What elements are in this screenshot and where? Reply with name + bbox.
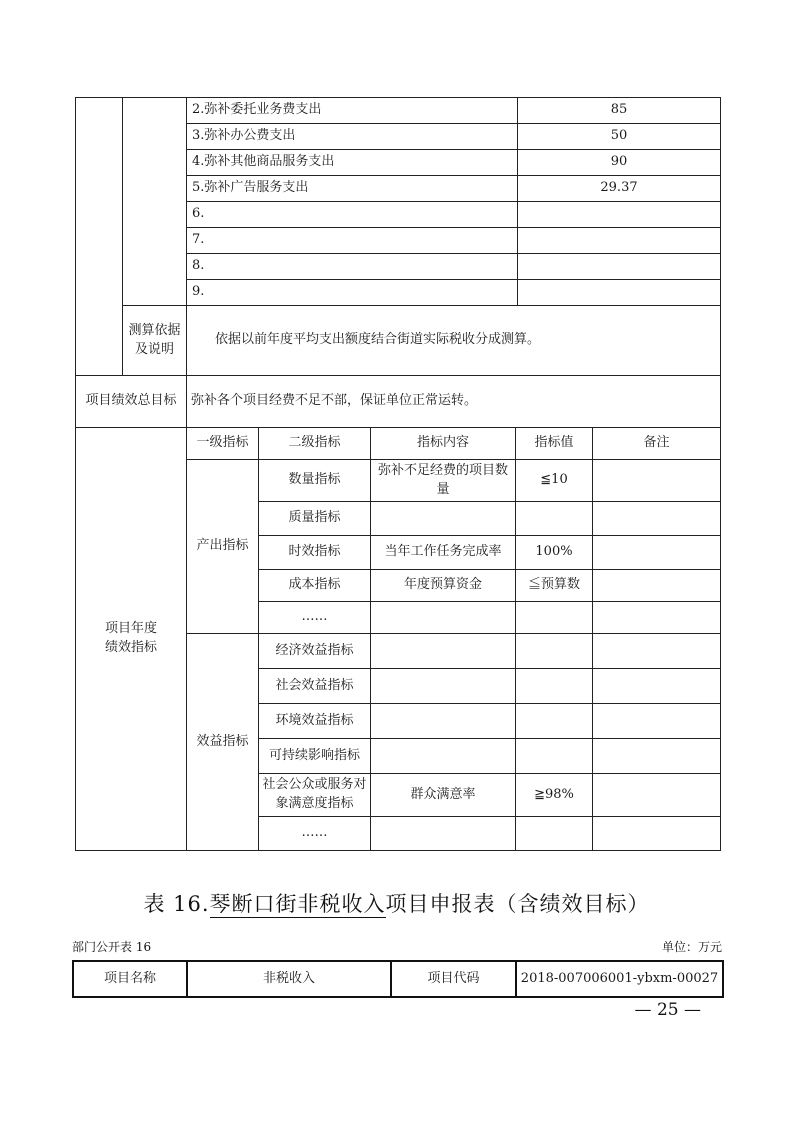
title-underline: 琴断口街非税收入 bbox=[209, 892, 386, 916]
secondary-indicator-label: 数量指标 bbox=[259, 460, 371, 502]
header-level2: 二级指标 bbox=[259, 428, 371, 460]
basis-content: 依据以前年度平均支出额度结合街道实际税收分成测算。 bbox=[187, 306, 721, 376]
expense-item-value bbox=[518, 280, 721, 306]
expense-item-value: 90 bbox=[518, 150, 721, 176]
table-title bbox=[0, 888, 793, 918]
basis-label: 测算依据及说明 bbox=[123, 306, 187, 376]
indicator-value bbox=[516, 502, 593, 536]
overall-goal-content: 弥补各个项目经费不足不部，保证单位正常运转。 bbox=[187, 376, 721, 428]
indicator-value: ≦10 bbox=[516, 460, 593, 502]
annual-indicators-label: 项目年度绩效指标 bbox=[76, 428, 187, 851]
secondary-indicator-label: 社会公众或服务对象满意度指标 bbox=[259, 774, 371, 817]
indicator-content bbox=[371, 634, 516, 669]
project-name-value: 非税收入 bbox=[187, 961, 391, 997]
empty-category-cell bbox=[76, 98, 123, 376]
secondary-indicator-label: 时效指标 bbox=[259, 536, 371, 570]
meta-line bbox=[72, 938, 722, 955]
indicator-note bbox=[593, 669, 721, 704]
indicator-value bbox=[516, 704, 593, 739]
indicator-note bbox=[593, 460, 721, 502]
indicator-header-row bbox=[76, 428, 721, 460]
expense-item-value: 85 bbox=[518, 98, 721, 124]
expense-item-value: 29.37 bbox=[518, 176, 721, 202]
basis-row bbox=[76, 306, 721, 376]
indicator-value bbox=[516, 602, 593, 634]
indicator-value bbox=[516, 669, 593, 704]
expense-item-value bbox=[518, 202, 721, 228]
expense-item-label: 3.弥补办公费支出 bbox=[187, 124, 518, 150]
indicator-content bbox=[371, 669, 516, 704]
secondary-indicator-label: 社会效益指标 bbox=[259, 669, 371, 704]
page-number: — 25 — bbox=[634, 1000, 701, 1020]
indicator-content bbox=[371, 817, 516, 851]
expense-item-value: 50 bbox=[518, 124, 721, 150]
benefit-group-label: 效益指标 bbox=[187, 634, 259, 851]
expense-item-label: 5.弥补广告服务支出 bbox=[187, 176, 518, 202]
indicator-content bbox=[371, 602, 516, 634]
empty-subcategory-cell bbox=[123, 98, 187, 306]
indicator-note bbox=[593, 536, 721, 570]
expense-item-label: 6. bbox=[187, 202, 518, 228]
secondary-indicator-label: …… bbox=[259, 817, 371, 851]
project-name-label: 项目名称 bbox=[73, 961, 187, 997]
indicator-content bbox=[371, 739, 516, 774]
indicator-value bbox=[516, 739, 593, 774]
header-value: 指标值 bbox=[516, 428, 593, 460]
indicator-content: 年度预算资金 bbox=[371, 570, 516, 602]
project-header-row bbox=[73, 961, 723, 997]
indicator-note bbox=[593, 704, 721, 739]
title-prefix: 表 16. bbox=[143, 892, 210, 916]
indicator-value bbox=[516, 634, 593, 669]
indicator-note bbox=[593, 570, 721, 602]
title-suffix: 项目申报表（含绩效目标） bbox=[385, 892, 650, 916]
expense-item-label: 7. bbox=[187, 228, 518, 254]
secondary-indicator-label: 环境效益指标 bbox=[259, 704, 371, 739]
public-table-label: 部门公开表 16 bbox=[72, 940, 152, 954]
indicator-value: 100% bbox=[516, 536, 593, 570]
secondary-indicator-label: 经济效益指标 bbox=[259, 634, 371, 669]
project-header-table bbox=[72, 960, 724, 998]
goal-table bbox=[75, 375, 721, 428]
indicator-note bbox=[593, 602, 721, 634]
expense-item-label: 4.弥补其他商品服务支出 bbox=[187, 150, 518, 176]
expense-item-label: 8. bbox=[187, 254, 518, 280]
indicator-note bbox=[593, 634, 721, 669]
unit-label: 单位：万元 bbox=[661, 940, 722, 954]
indicator-value bbox=[516, 817, 593, 851]
secondary-indicator-label: 质量指标 bbox=[259, 502, 371, 536]
indicator-note bbox=[593, 739, 721, 774]
secondary-indicator-label: 可持续影响指标 bbox=[259, 739, 371, 774]
header-content: 指标内容 bbox=[371, 428, 516, 460]
indicator-note bbox=[593, 817, 721, 851]
goal-row bbox=[76, 376, 721, 428]
indicator-note bbox=[593, 502, 721, 536]
annual-indicators-table bbox=[75, 427, 721, 851]
continuation-table bbox=[75, 97, 721, 376]
overall-goal-label: 项目绩效总目标 bbox=[76, 376, 187, 428]
secondary-indicator-label: …… bbox=[259, 602, 371, 634]
expense-item-label: 2.弥补委托业务费支出 bbox=[187, 98, 518, 124]
indicator-content bbox=[371, 704, 516, 739]
project-code-label: 项目代码 bbox=[391, 961, 516, 997]
expense-item-value bbox=[518, 228, 721, 254]
expense-item-value bbox=[518, 254, 721, 280]
indicator-content: 群众满意率 bbox=[371, 774, 516, 817]
header-level1: 一级指标 bbox=[187, 428, 259, 460]
indicator-value: ≦预算数 bbox=[516, 570, 593, 602]
output-group-label: 产出指标 bbox=[187, 460, 259, 634]
indicator-note bbox=[593, 774, 721, 817]
expense-row bbox=[76, 98, 721, 124]
indicator-content: 弥补不足经费的项目数量 bbox=[371, 460, 516, 502]
expense-item-label: 9. bbox=[187, 280, 518, 306]
indicator-value: ≧98% bbox=[516, 774, 593, 817]
secondary-indicator-label: 成本指标 bbox=[259, 570, 371, 602]
project-code-value: 2018-007006001-ybxm-00027 bbox=[516, 961, 723, 997]
indicator-content bbox=[371, 502, 516, 536]
header-note: 备注 bbox=[593, 428, 721, 460]
indicator-content: 当年工作任务完成率 bbox=[371, 536, 516, 570]
